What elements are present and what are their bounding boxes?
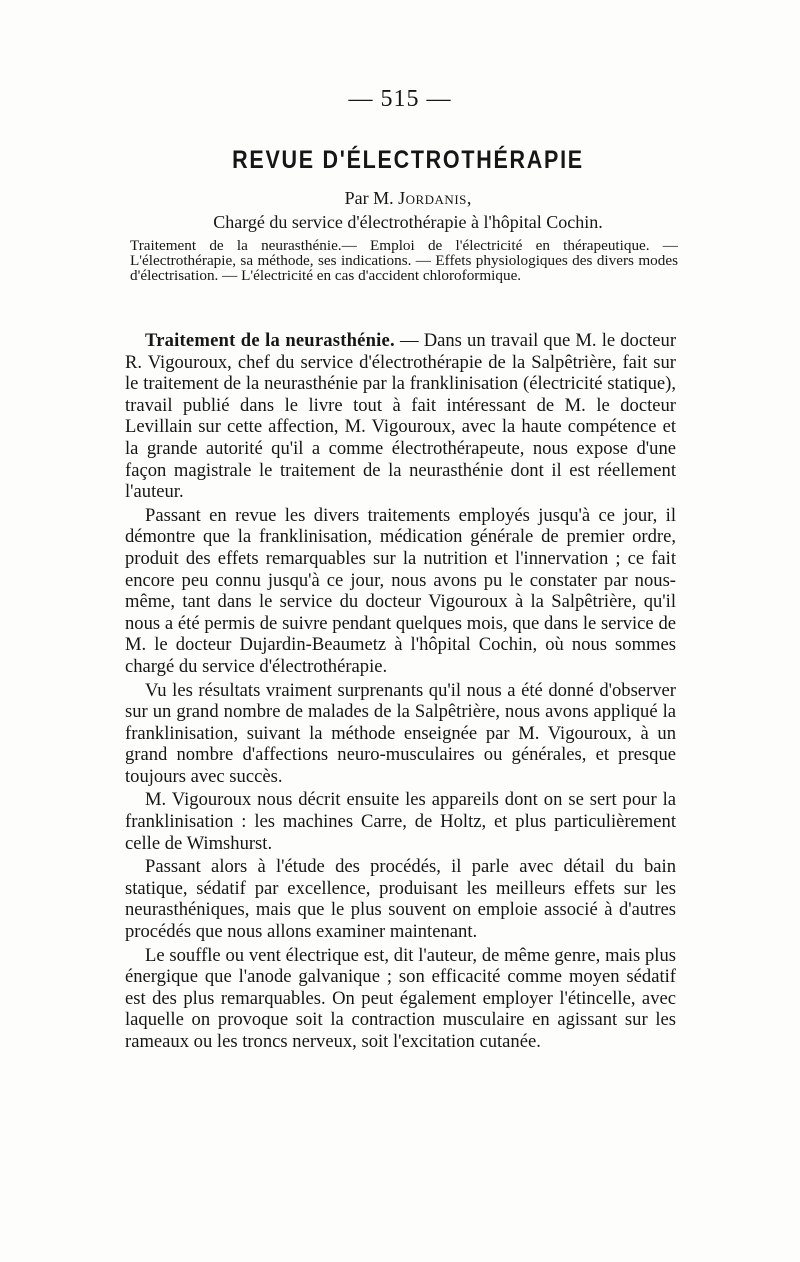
journal-title: REVUE D'ÉLECTROTHÉRAPIE [232,146,584,174]
page-number: — 515 — [348,86,452,112]
paragraph-1-text: — Dans un travail que M. le docteur R. Vigouroux, chef du service d'électrothérapie de la Salpêtrière, fait sur le traitement de la neurasthénie par la franklinisation (électricité statique), travail publié dans le livre tout à fait intéressant de M. le docteur Levillain sur cette affection, M. Vigouroux, avec la haute compétence et la grande autorité qu'il a comme électrothérapeute, nous expose d'une façon magistrale le traitement de la neurasthénie dont il est réellement l'auteur. [125,330,677,503]
paragraph-4: M. Vigouroux nous décrit ensuite les appareils dont on se sert pour la franklinisation : les machines Carre, de Holtz, et plus particulièrement celle de Wimshurst. [125,789,676,854]
run-in-heading: Traitement de la neurasthénie. [145,330,395,351]
author-name: Jordanis [398,188,467,208]
author-prefix: Par M. [344,188,399,208]
paragraph-2: Passant en revue les divers traitements employés jusqu'à ce jour, il démontre que la franklinisation, médication générale de premier ordre, produit des effets remarquables sur la nutrition et l'innervation ; ce fait encore peu connu jusqu'à ce jour, nous avons pu le constater par nous-même, tant dans le service du docteur Vigouroux à la Salpêtrière, qu'il nous a été permis de suivre pendant quelques mois, que dans le service de M. le docteur Dujardin-Beaumetz à l'hôpital Cochin, où nous sommes chargé du service d'électrothérapie. [125,504,676,677]
article-header [148,144,668,234]
paragraph-6: Le souffle ou vent électrique est, dit l'auteur, de même genre, mais plus énergique que l'anode galvanique ; son efficacité comme moyen sédatif est des plus remarquables. On peut également employer l'étincelle, avec laquelle on provoque soit la contraction musculaire en agissant sur les rameaux ou les troncs nerveux, soit l'excitation cutanée. [125,944,676,1052]
author-suffix: , [466,188,472,208]
article-body [125,330,676,1055]
paragraph-3: Vu les résultats vraiment surprenants qu'il nous a été donné d'observer sur un grand nombre de malades de la Salpêtrière, nous avons appliqué la franklinisation, suivant la méthode enseignée par M. Vigouroux, à un grand nombre d'affections neuro-musculaires ou générales, et presque toujours avec succès. [125,679,676,787]
paragraph-5: Passant alors à l'étude des procédés, il parle avec détail du bain statique, sédatif par excellence, produisant les meilleurs effets sur les neurasthéniques, mais que le plus souvent on emploie associé à d'autres procédés que nous allons examiner maintenant. [125,856,676,943]
paragraph-1 [125,330,676,503]
author-line [148,186,668,210]
author-position: Chargé du service d'électrothérapie à l'hôpital Cochin. [213,212,603,232]
article-summary: Traitement de la neurasthénie.— Emploi de l'électricité en thérapeutique. — L'électrothérapie, sa méthode, ses indications. — Effets physiologiques des divers modes d'électrisation. — L'électricité en cas d'accident chloroformique. [130,237,678,284]
